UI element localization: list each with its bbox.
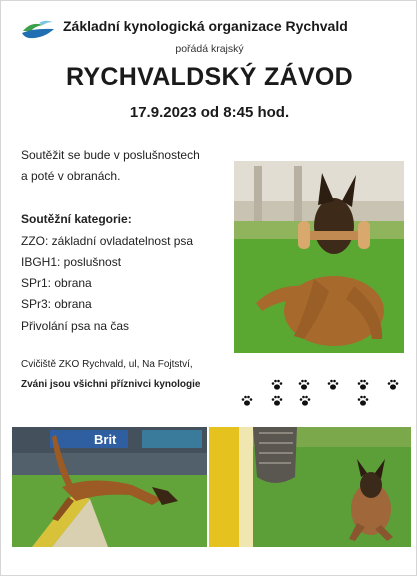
paw-print-icon bbox=[299, 395, 311, 407]
organization-logo-icon bbox=[21, 17, 55, 39]
paw-print-icon bbox=[357, 379, 369, 391]
paw-print-icon bbox=[327, 379, 339, 391]
category-item: ZZO: základní ovladatelnost psa bbox=[21, 234, 194, 248]
paw-print-icon bbox=[271, 379, 283, 391]
categories-heading: Soutěžní kategorie: bbox=[21, 212, 132, 226]
paw-print-icon bbox=[271, 395, 283, 407]
invite-text: Zváni jsou všichni příznivci kynologie bbox=[21, 379, 201, 390]
location-text: Cvičiště ZKO Rychvald, ul, Na Fojtství, bbox=[21, 359, 193, 370]
banner-text: Brit bbox=[94, 432, 117, 447]
category-item: IBGH1: poslušnost bbox=[21, 255, 122, 269]
event-title: RYCHVALDSKÝ ZÁVOD bbox=[65, 63, 354, 91]
organization-name: Základní kynologická organizace Rychvald bbox=[63, 18, 348, 34]
paw-print-icon bbox=[241, 395, 253, 407]
category-item: Přivolání psa na čas bbox=[21, 319, 130, 333]
paw-print-icon bbox=[298, 379, 310, 391]
paw-print-icon bbox=[357, 395, 369, 407]
event-date: 17.9.2023 od 8:45 hod. bbox=[129, 104, 290, 121]
dog-jump-photo bbox=[12, 427, 207, 547]
category-item: SPr3: obrana bbox=[21, 297, 92, 311]
paw-print-icon bbox=[387, 379, 399, 391]
dog-retrieve-photo bbox=[234, 161, 404, 353]
dog-running-photo bbox=[209, 427, 411, 547]
category-item: SPr1: obrana bbox=[21, 276, 92, 290]
intro-line-1: Soutěžit se bude v poslušnostech bbox=[21, 148, 200, 162]
intro-line-2: a poté v obranách. bbox=[21, 169, 121, 183]
subtitle: pořádá krajský bbox=[175, 43, 244, 55]
